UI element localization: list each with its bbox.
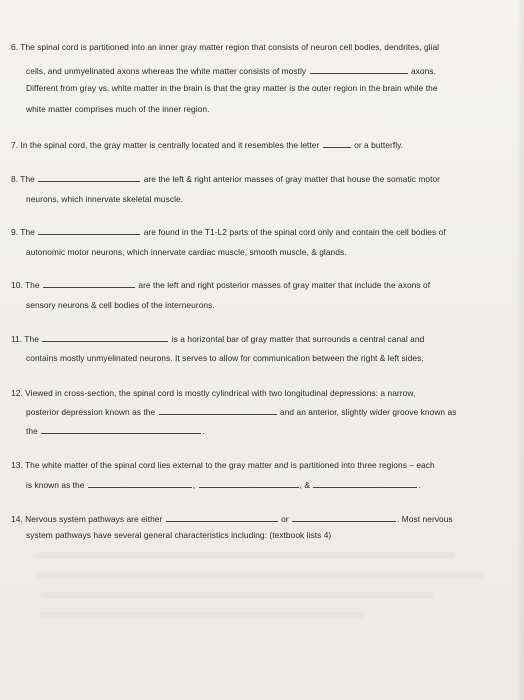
q6-line-3 <box>26 83 438 93</box>
q6-answer-blank[interactable] <box>310 65 408 74</box>
q7-line <box>11 139 403 150</box>
q14-answer-blank-2[interactable] <box>292 513 396 522</box>
bleed-through-line <box>36 552 454 559</box>
q13-answer-blank-3[interactable] <box>313 479 417 488</box>
q9-text-a: 9. The <box>11 227 35 237</box>
q6-text-2b: axons. <box>410 66 436 76</box>
q12-text-2b: and an anterior, slightly wider groove known as <box>280 407 457 417</box>
q13-line-2 <box>26 479 421 490</box>
q7-text-a: 7. In the spinal cord, the gray matter is centrally located and it resembles the letter <box>11 140 320 150</box>
q8-text-a: 8. The <box>11 174 35 184</box>
q7-answer-blank[interactable] <box>323 139 351 148</box>
q14-answer-blank-1[interactable] <box>166 513 278 522</box>
q12-line-3 <box>26 425 205 436</box>
q8-text-2: neurons, which innervate skeletal muscle. <box>26 194 184 204</box>
q13-text-2a: is known as the <box>26 480 85 490</box>
q8-answer-blank[interactable] <box>38 173 140 182</box>
q14-text-1b: or <box>281 514 289 524</box>
q6-line-1 <box>11 42 439 52</box>
q14-line-2 <box>26 530 331 540</box>
q6-line-2 <box>26 65 436 76</box>
q14-text-2: system pathways have several general characteristics including: (textbook lists 4) <box>26 530 332 540</box>
q11-text-2: contains mostly unmyelinated neurons. It serves to allow for communication between the right & left sides. <box>26 353 424 363</box>
q6-text-3: Different from gray vs. white matter in the brain is that the gray matter is the outer region in the brain while the <box>26 83 438 93</box>
q12-line-2 <box>26 406 456 417</box>
q12-answer-blank-1[interactable] <box>159 406 277 415</box>
q13-line-1 <box>11 460 435 470</box>
bleed-through-line <box>40 612 364 619</box>
q11-line-1 <box>11 333 424 344</box>
q12-text-1: 12. Viewed in cross-section, the spinal cord is mostly cylindrical with two longitudinal depressions: a narrow, <box>11 388 416 398</box>
q11-line-2 <box>26 353 424 363</box>
q13-answer-blank-2[interactable] <box>199 479 299 488</box>
q11-text-a: 11. The <box>11 334 39 344</box>
q14-line-1 <box>11 513 453 524</box>
q6-text-2a: cells, and unmyelinated axons whereas the white matter consists of mostly <box>26 66 307 76</box>
q7-text-b: or a butterfly. <box>354 140 404 150</box>
page-edge-shadow <box>516 0 524 700</box>
q10-line-1 <box>11 279 430 290</box>
q9-line-2 <box>26 247 347 257</box>
q12-line-1 <box>11 388 415 398</box>
q11-text-b: is a horizontal bar of gray matter that surrounds a central canal and <box>171 334 425 344</box>
q14-text-1a: 14. Nervous system pathways are either <box>11 514 163 524</box>
q13-text-1: 13. The white matter of the spinal cord lies external to the gray matter and is partitioned into three regions – each <box>11 460 435 470</box>
q12-text-3a: the <box>26 426 38 436</box>
bleed-through-line <box>40 592 434 599</box>
q12-text-3b: . <box>202 426 205 436</box>
q14-text-1c: . Most nervous <box>397 514 453 524</box>
q8-line-2 <box>26 194 183 204</box>
q13-text-2d: . <box>418 480 421 490</box>
q10-text-2: sensory neurons & cell bodies of the interneurons. <box>26 300 215 310</box>
q9-answer-blank[interactable] <box>38 226 140 235</box>
q12-answer-blank-2[interactable] <box>41 425 201 434</box>
q6-line-4 <box>26 104 209 114</box>
q6-text-1: 6. The spinal cord is partitioned into an inner gray matter region that consists of neuron cell bodies, dendrites, glial <box>11 42 440 52</box>
q10-answer-blank[interactable] <box>43 279 135 288</box>
q10-line-2 <box>26 300 215 310</box>
q9-text-2: autonomic motor neurons, which innervate cardiac muscle, smooth muscle, & glands. <box>26 247 347 257</box>
q13-text-2b: , <box>192 480 196 490</box>
bleed-through-line <box>36 572 484 579</box>
q13-text-2c: , & <box>299 480 311 490</box>
q6-text-4: white matter comprises much of the inner region. <box>26 104 210 114</box>
q9-text-b: are found in the T1-L2 parts of the spinal cord only and contain the cell bodies of <box>143 227 446 237</box>
q9-line-1 <box>11 226 446 237</box>
q8-text-b: are the left & right anterior masses of gray matter that house the somatic motor <box>143 174 441 184</box>
q10-text-b: are the left and right posterior masses of gray matter that include the axons of <box>138 280 431 290</box>
q8-line-1 <box>11 173 440 184</box>
q10-text-a: 10. The <box>11 280 40 290</box>
q12-text-2a: posterior depression known as the <box>26 407 156 417</box>
q13-answer-blank-1[interactable] <box>88 479 192 488</box>
q11-answer-blank[interactable] <box>42 333 168 342</box>
